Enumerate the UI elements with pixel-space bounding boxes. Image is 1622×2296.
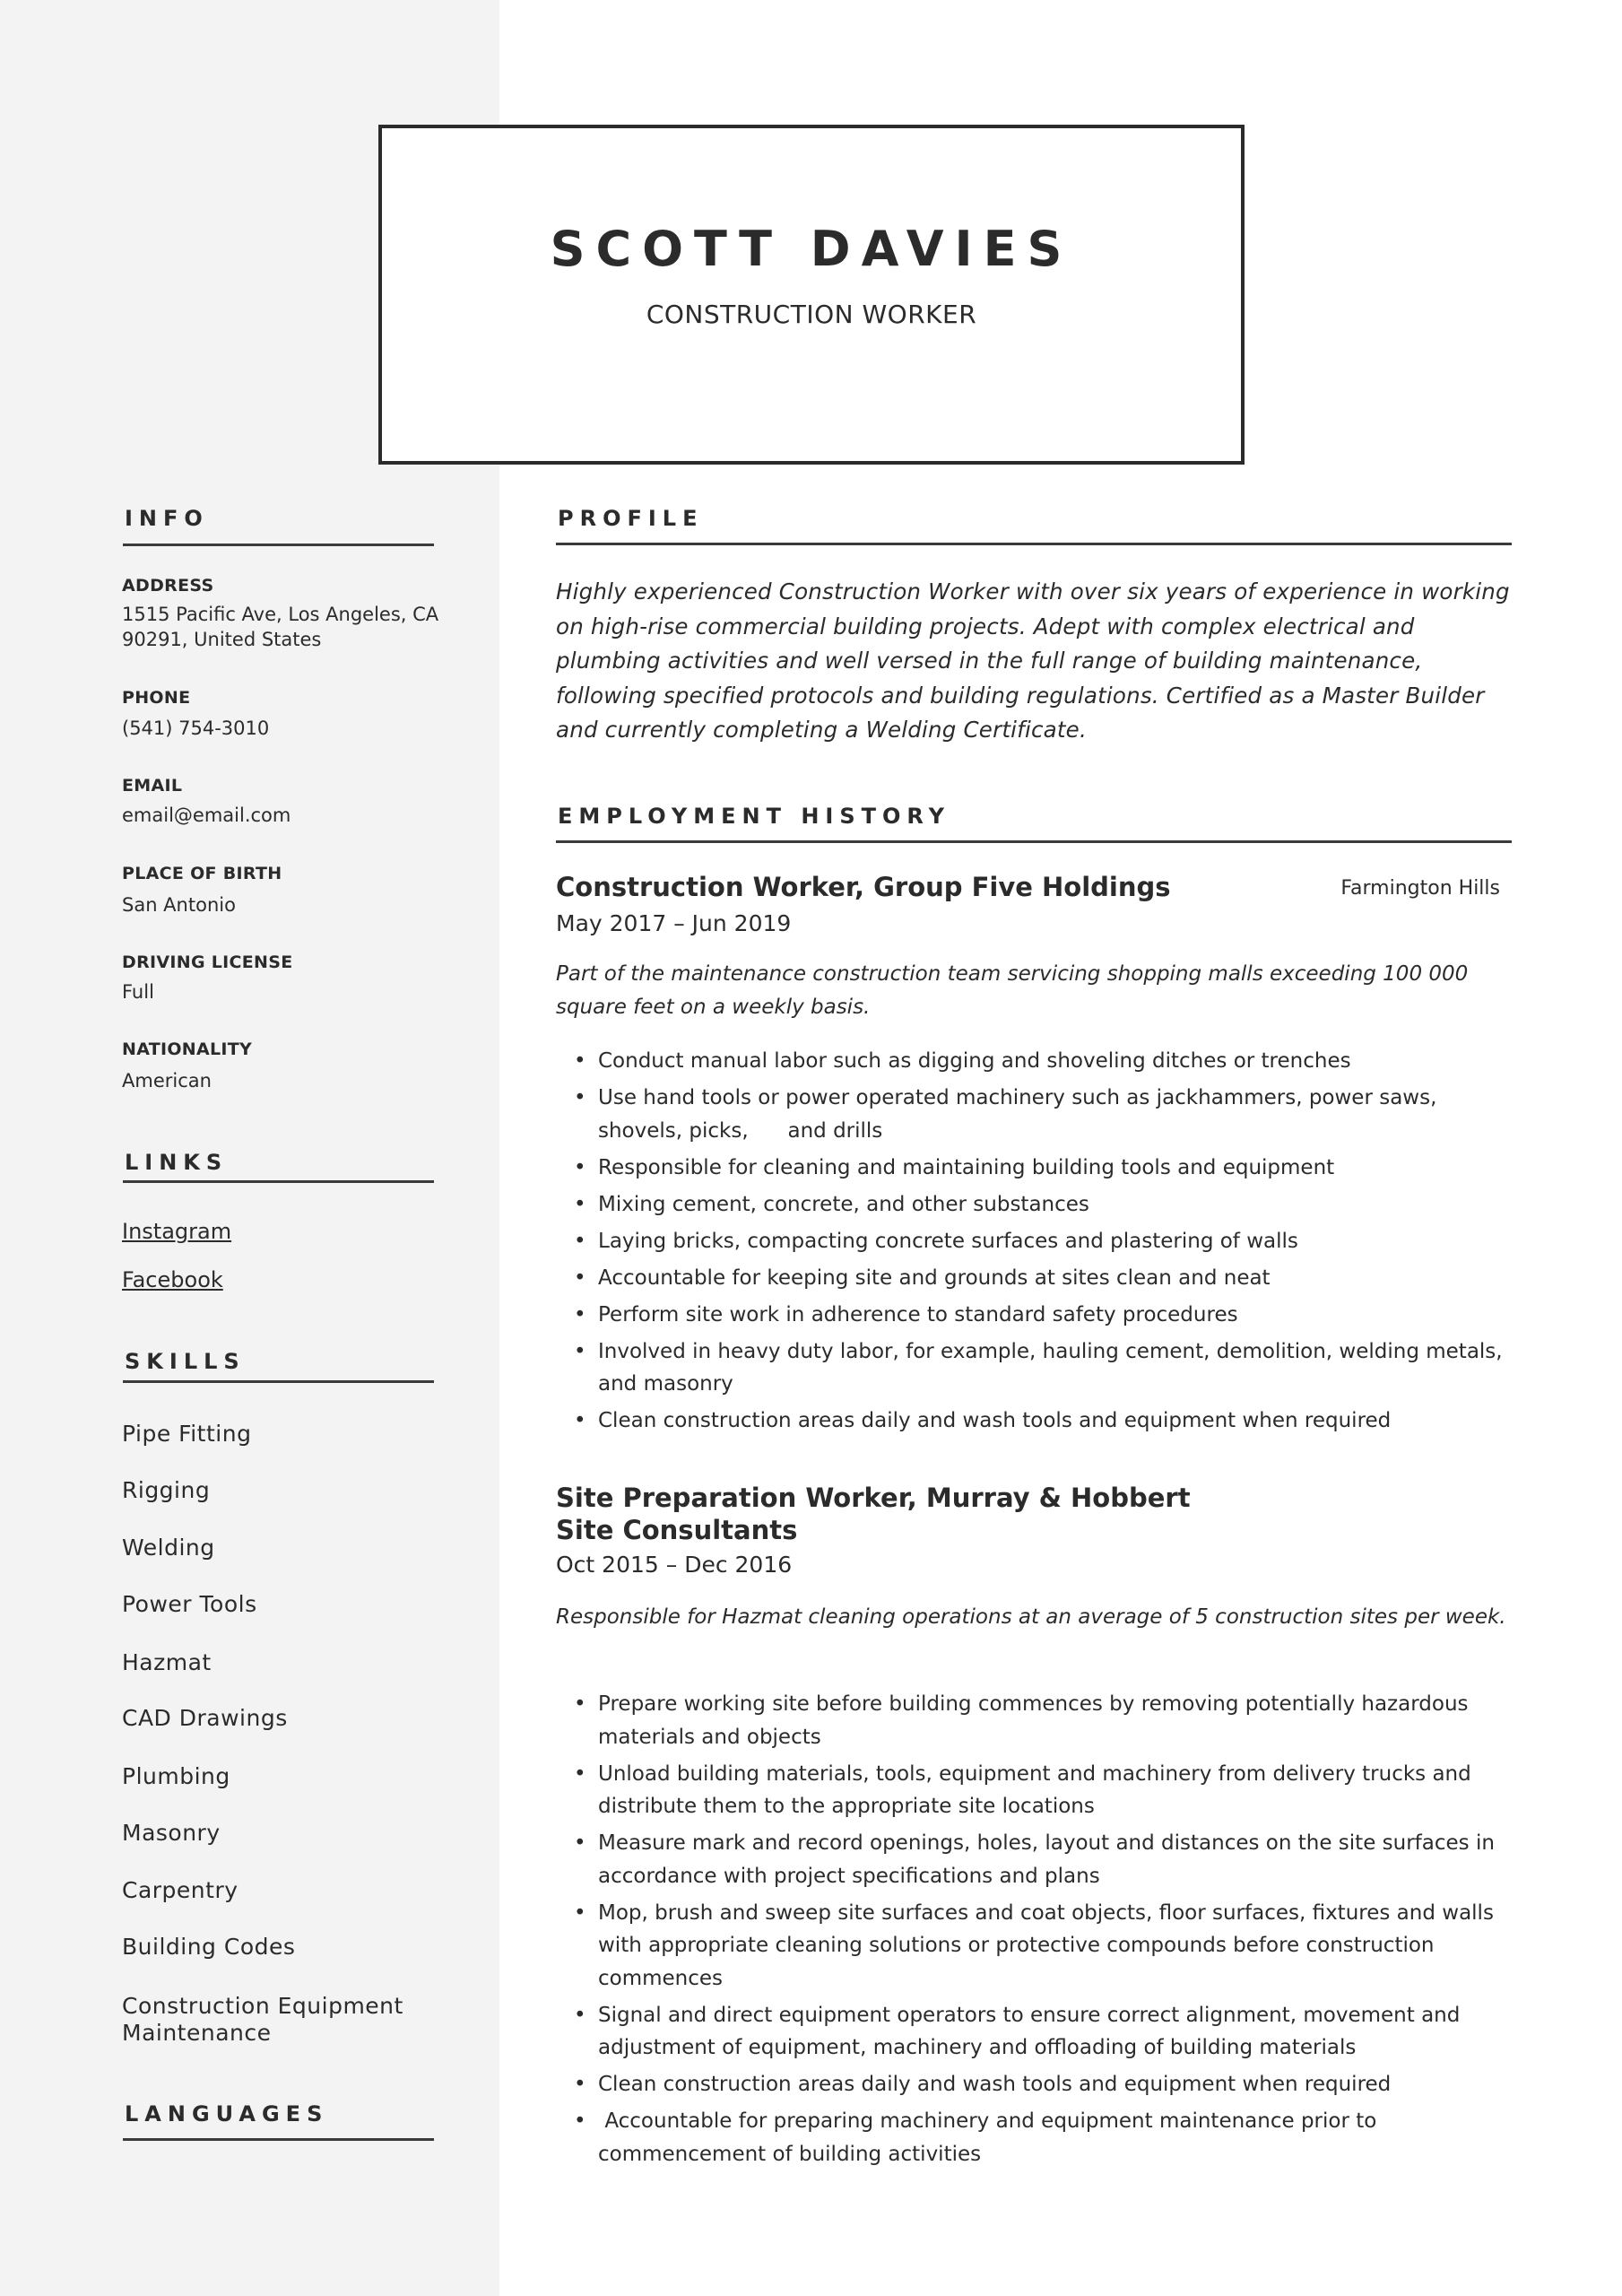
- address-value: 1515 Pacific Ave, Los Angeles, CA 90291, United States: [122, 604, 439, 650]
- job-dates: Oct 2015 – Dec 2016: [556, 1552, 793, 1578]
- skill-item: Pipe Fitting: [122, 1421, 252, 1447]
- bullet-icon: •: [574, 1692, 586, 1716]
- job-title-heading: CONSTRUCTION WORKER: [646, 300, 977, 329]
- phone-label: PHONE: [122, 688, 191, 708]
- job-title: Site Preparation Worker, Murray & Hobbert Site Consultants: [556, 1483, 1191, 1545]
- duty-item: • Conduct manual labor such as digging and shoveling ditches or trenches: [556, 1045, 1512, 1078]
- nationality-value: American: [122, 1070, 212, 1091]
- skill-item: CAD Drawings: [122, 1705, 288, 1731]
- duty-item: • Involved in heavy duty labor, for example, hauling cement, demolition, welding metals, and masonry: [556, 1335, 1512, 1401]
- links-divider: [123, 1180, 434, 1183]
- profile-heading: PROFILE: [558, 506, 704, 531]
- duty-item: • Signal and direct equipment operators to ensure correct alignment, movement and adjustment of equipment, machinery and offloading of building materials: [556, 1999, 1512, 2065]
- bullet-icon: •: [574, 1086, 586, 1109]
- instagram-link[interactable]: Instagram: [122, 1219, 232, 1244]
- driving-license-value: Full: [122, 981, 154, 1003]
- address-label: ADDRESS: [122, 576, 214, 596]
- duty-item: • Mop, brush and sweep site surfaces and coat objects, floor surfaces, fixtures and walls with appropriate cleaning solutions or protective compounds before construction commences: [556, 1897, 1512, 1996]
- bullet-icon: •: [574, 1049, 586, 1073]
- skill-item: Hazmat: [122, 1649, 212, 1675]
- duty-item: • Clean construction areas daily and wash tools and equipment when required: [556, 1405, 1512, 1438]
- job-duties-list: [556, 1688, 1512, 2175]
- duty-item: • Prepare working site before building commences by removing potentially hazardous materials and objects: [556, 1688, 1512, 1753]
- employment-heading: EMPLOYMENT HISTORY: [558, 804, 950, 829]
- duty-item: • Responsible for cleaning and maintaining building tools and equipment: [556, 1152, 1512, 1185]
- skill-item: Rigging: [122, 1477, 211, 1503]
- links-heading: LINKS: [125, 1150, 229, 1175]
- duty-item: • Clean construction areas daily and wash tools and equipment when required: [556, 2068, 1512, 2101]
- duty-item: • Accountable for preparing machinery and equipment maintenance prior to commencement of building activities: [556, 2105, 1512, 2170]
- bullet-icon: •: [574, 1900, 586, 1925]
- info-divider: [123, 544, 434, 546]
- bullet-icon: •: [574, 1265, 586, 1290]
- bullet-icon: •: [574, 2073, 586, 2096]
- bullet-icon: •: [574, 1192, 586, 1216]
- skill-item: Carpentry: [122, 1877, 239, 1903]
- job-location: Farmington Hills: [1340, 877, 1500, 900]
- driving-license-label: DRIVING LICENSE: [122, 952, 293, 972]
- candidate-name: SCOTT DAVIES: [550, 221, 1073, 277]
- place-of-birth-label: PLACE OF BIRTH: [122, 864, 282, 883]
- duty-item: • Perform site work in adherence to standard safety procedures: [556, 1299, 1512, 1332]
- job-dates: May 2017 – Jun 2019: [556, 910, 792, 936]
- bullet-icon: •: [574, 1409, 586, 1432]
- job-summary: Responsible for Hazmat cleaning operations at an average of 5 construction sites per week.: [556, 1605, 1506, 1629]
- skill-item: Power Tools: [122, 1591, 257, 1617]
- bullet-icon: •: [574, 1339, 586, 1363]
- email-label: EMAIL: [122, 776, 183, 796]
- languages-divider: [123, 2138, 434, 2141]
- bullet-icon: •: [574, 1831, 586, 1855]
- email-value: email@email.com: [122, 804, 291, 826]
- name-header-box: [378, 125, 1245, 465]
- duty-item: • Mixing cement, concrete, and other substances: [556, 1188, 1512, 1222]
- bullet-icon: •: [574, 1229, 586, 1253]
- phone-value: (541) 754-3010: [122, 718, 270, 739]
- bullet-icon: •: [574, 2109, 586, 2133]
- duty-item: • Measure mark and record openings, holes, layout and distances on the site surfaces in accordance with project specifications and plans: [556, 1827, 1512, 1892]
- skills-divider: [123, 1380, 434, 1383]
- duty-item: • Unload building materials, tools, equipment and machinery from delivery trucks and distribute them to the appropriate site locations: [556, 1758, 1512, 1823]
- bullet-icon: •: [574, 1155, 586, 1179]
- skill-item: Building Codes: [122, 1934, 296, 1960]
- skill-item: Masonry: [122, 1820, 221, 1846]
- duty-item: • Use hand tools or power operated machinery such as jackhammers, power saws, shovels, picks, and drills: [556, 1082, 1512, 1147]
- job-title: Construction Worker, Group Five Holdings: [556, 872, 1171, 902]
- duty-item: • Accountable for keeping site and grounds at sites clean and neat: [556, 1262, 1512, 1295]
- skills-heading: SKILLS: [125, 1349, 246, 1374]
- nationality-label: NATIONALITY: [122, 1039, 253, 1059]
- facebook-link[interactable]: Facebook: [122, 1267, 223, 1292]
- skill-item: Plumbing: [122, 1763, 230, 1789]
- place-of-birth-value: San Antonio: [122, 894, 236, 916]
- bullet-icon: •: [574, 2003, 586, 2027]
- bullet-icon: •: [574, 1761, 586, 1786]
- duty-item: • Laying bricks, compacting concrete surfaces and plastering of walls: [556, 1225, 1512, 1258]
- profile-divider: [556, 543, 1512, 545]
- profile-summary: Highly experienced Construction Worker with over six years of experience in working on high-rise commercial building projects. Adept with complex electrical and plumbing activities and well versed in the full range of building maintenance, following specified protocols and building regulations. Certified as a Master Builder and currently completing a Welding Certificate.: [556, 578, 1510, 743]
- skill-item: Construction Equipment Maintenance: [122, 1993, 403, 2046]
- job-summary: Part of the maintenance construction team servicing shopping malls exceeding 100 000 square feet on a weekly basis.: [556, 962, 1469, 1019]
- job-duties-list: [556, 1045, 1512, 1441]
- skill-item: Welding: [122, 1535, 215, 1561]
- employment-divider: [556, 840, 1512, 843]
- info-heading: INFO: [125, 506, 209, 531]
- languages-heading: LANGUAGES: [125, 2101, 329, 2126]
- bullet-icon: •: [574, 1302, 586, 1326]
